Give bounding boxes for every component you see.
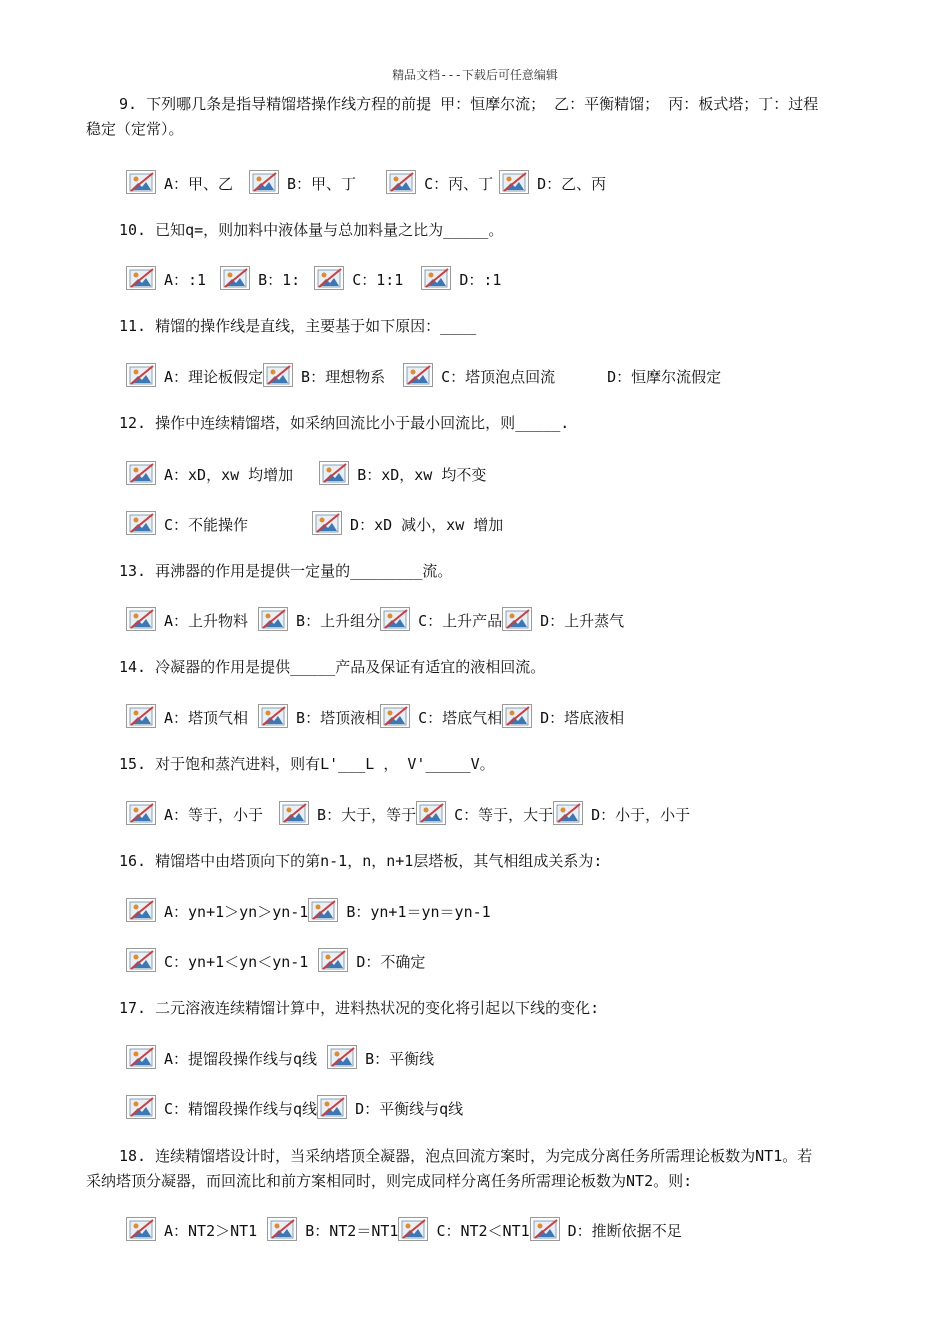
options-row	[86, 603, 624, 631]
option-a[interactable]	[126, 363, 263, 387]
question-stem: 10. 已知q=，则加料中液体量与总加料量之比为_____。	[119, 221, 504, 239]
question-stem: 11. 精馏的操作线是直线，主要基于如下原因：____	[119, 317, 477, 335]
option-label: D：不确定	[356, 953, 426, 971]
option-label: A：yn+1＞yn＞yn-1	[164, 903, 309, 921]
option-label: D：平衡线与q线	[355, 1100, 464, 1118]
option-b[interactable]	[249, 170, 356, 194]
broken-image-icon	[553, 801, 583, 825]
option-label: A：理论板假定	[164, 368, 264, 386]
option-label: C：NT2＜NT1	[436, 1222, 530, 1240]
broken-image-icon	[386, 170, 416, 194]
broken-image-icon	[126, 511, 156, 535]
broken-image-icon	[249, 170, 279, 194]
question-stem: 13. 再沸器的作用是提供一定量的________流。	[119, 562, 453, 580]
options-row	[86, 1091, 463, 1119]
broken-image-icon	[380, 607, 410, 631]
option-label: D：乙、丙	[537, 175, 607, 193]
option-label: D：上升蒸气	[540, 612, 625, 630]
option-d[interactable]	[502, 607, 624, 631]
broken-image-icon	[126, 461, 156, 485]
option-label: A：:1	[164, 271, 207, 289]
option-label: B：NT2＝NT1	[305, 1222, 399, 1240]
broken-image-icon	[499, 170, 529, 194]
broken-image-icon	[258, 607, 288, 631]
options-row	[86, 166, 606, 194]
broken-image-icon	[220, 266, 250, 290]
option-label: A：提馏段操作线与q线	[164, 1050, 318, 1068]
broken-image-icon	[327, 1045, 357, 1069]
option-label: D：塔底液相	[540, 709, 625, 727]
broken-image-icon	[319, 461, 349, 485]
option-b[interactable]	[263, 363, 385, 387]
option-c[interactable]	[380, 704, 502, 728]
broken-image-icon	[126, 1217, 156, 1241]
option-label: A：甲、乙	[164, 175, 234, 193]
option-label: C：等于，大于	[454, 806, 554, 824]
option-b[interactable]	[279, 801, 416, 825]
options-row	[86, 797, 690, 825]
option-label: A：NT2＞NT1	[164, 1222, 258, 1240]
option-b[interactable]	[308, 898, 490, 922]
broken-image-icon	[380, 704, 410, 728]
option-c[interactable]	[126, 1095, 317, 1119]
option-label: C：yn+1＜yn＜yn-1	[164, 953, 309, 971]
option-label: A：等于，小于	[164, 806, 264, 824]
option-label: D：xD 减小，xw 增加	[350, 516, 504, 534]
option-d[interactable]	[502, 704, 624, 728]
option-label: C：不能操作	[164, 516, 249, 534]
broken-image-icon	[126, 898, 156, 922]
option-c[interactable]	[398, 1217, 529, 1241]
broken-image-icon	[126, 1095, 156, 1119]
option-d[interactable]	[312, 511, 503, 535]
option-a[interactable]	[126, 898, 308, 922]
option-label: A：塔顶气相	[164, 709, 249, 727]
broken-image-icon	[398, 1217, 428, 1241]
option-a[interactable]	[126, 801, 263, 825]
page-header: 精品文档---下载后可任意编辑	[392, 68, 558, 82]
option-c[interactable]	[126, 948, 308, 972]
options-row	[86, 894, 491, 922]
option-label: D：推断依据不足	[567, 1222, 682, 1240]
option-b[interactable]	[327, 1045, 434, 1069]
options-row	[86, 457, 486, 485]
options-row	[86, 944, 425, 972]
broken-image-icon	[530, 1217, 560, 1241]
broken-image-icon	[126, 1045, 156, 1069]
option-label: B：理想物系	[301, 368, 386, 386]
question-stem: 17. 二元溶液连续精馏计算中，进料热状况的变化将引起以下线的变化:	[119, 999, 600, 1017]
option-a[interactable]	[126, 1045, 317, 1069]
broken-image-icon	[308, 898, 338, 922]
option-label: A：上升物料	[164, 612, 249, 630]
broken-image-icon	[126, 607, 156, 631]
option-a[interactable]	[126, 461, 293, 485]
option-label: B：yn+1＝yn＝yn-1	[346, 903, 491, 921]
option-a[interactable]	[126, 607, 248, 631]
broken-image-icon	[317, 1095, 347, 1119]
option-d[interactable]	[318, 948, 425, 972]
option-d[interactable]	[583, 366, 721, 387]
options-row	[86, 1213, 682, 1241]
question-stem: 18. 连续精馏塔设计时，当采纳塔顶全凝器，泡点回流方案时，为完成分离任务所需理论板数为NT1。若采纳塔顶分凝器，而回流比和前方案相同时，则完成同样分离任务所需理论板数为NT2。则:	[86, 1147, 813, 1190]
option-b[interactable]	[258, 704, 380, 728]
broken-image-icon	[258, 704, 288, 728]
broken-image-icon	[403, 363, 433, 387]
question-stem: 9. 下列哪几条是指导精馏塔操作线方程的前提 甲：恒摩尔流； 乙：平衡精馏； 丙：板式塔；丁：过程稳定（定常）。	[86, 95, 819, 138]
option-d[interactable]	[530, 1217, 682, 1241]
option-c[interactable]	[380, 607, 502, 631]
broken-image-icon	[312, 511, 342, 535]
option-label: B：塔顶液相	[296, 709, 381, 727]
option-c[interactable]	[416, 801, 553, 825]
broken-image-icon	[421, 266, 451, 290]
option-label: B：大于，等于	[317, 806, 417, 824]
options-row	[86, 359, 721, 387]
option-d[interactable]	[317, 1095, 463, 1119]
broken-image-icon	[502, 704, 532, 728]
option-b[interactable]	[220, 266, 300, 290]
option-label: B：甲、丁	[287, 175, 357, 193]
option-a[interactable]	[126, 170, 233, 194]
option-a[interactable]	[126, 1217, 257, 1241]
option-d[interactable]	[553, 801, 690, 825]
option-b[interactable]	[267, 1217, 398, 1241]
question-stem: 15. 对于饱和蒸汽进料，则有L'___L ， V'_____V。	[119, 755, 495, 773]
option-label: D：恒摩尔流假定	[607, 368, 722, 386]
option-b[interactable]	[258, 607, 380, 631]
options-row	[86, 507, 503, 535]
option-label: B：xD，xw 均不变	[357, 466, 487, 484]
option-c[interactable]	[126, 511, 248, 535]
options-row	[86, 262, 501, 290]
broken-image-icon	[318, 948, 348, 972]
broken-image-icon	[126, 266, 156, 290]
broken-image-icon	[126, 704, 156, 728]
question-stem: 14. 冷凝器的作用是提供_____产品及保证有适宜的液相回流。	[119, 658, 546, 676]
option-label: B：平衡线	[365, 1050, 435, 1068]
broken-image-icon	[416, 801, 446, 825]
option-label: A：xD，xw 均增加	[164, 466, 294, 484]
broken-image-icon	[126, 801, 156, 825]
broken-image-icon	[502, 607, 532, 631]
option-label: C：上升产品	[418, 612, 503, 630]
option-label: C：丙、丁	[424, 175, 494, 193]
option-label: C：塔底气相	[418, 709, 503, 727]
option-c[interactable]	[386, 170, 493, 194]
broken-image-icon	[279, 801, 309, 825]
option-label: C：塔顶泡点回流	[441, 368, 556, 386]
option-b[interactable]	[319, 461, 486, 485]
broken-image-icon	[263, 363, 293, 387]
broken-image-icon	[126, 948, 156, 972]
option-a[interactable]	[126, 266, 206, 290]
option-d[interactable]	[421, 266, 501, 290]
option-c[interactable]	[403, 363, 555, 387]
option-label: C：精馏段操作线与q线	[164, 1100, 318, 1118]
option-label: D：:1	[459, 271, 502, 289]
option-label: B：1:	[258, 271, 301, 289]
broken-image-icon	[126, 363, 156, 387]
question-stem: 12. 操作中连续精馏塔，如采纳回流比小于最小回流比，则_____.	[119, 414, 570, 432]
options-row	[86, 700, 624, 728]
broken-image-icon	[126, 170, 156, 194]
option-d[interactable]	[499, 170, 606, 194]
option-c[interactable]	[314, 266, 403, 290]
broken-image-icon	[314, 266, 344, 290]
option-label: B：上升组分	[296, 612, 381, 630]
options-row	[86, 1041, 434, 1069]
broken-image-icon	[267, 1217, 297, 1241]
option-label: D：小于，小于	[591, 806, 691, 824]
question-stem: 16. 精馏塔中由塔顶向下的第n-1，n，n+1层塔板，其气相组成关系为:	[119, 852, 603, 870]
option-label: C：1:1	[352, 271, 404, 289]
option-a[interactable]	[126, 704, 248, 728]
